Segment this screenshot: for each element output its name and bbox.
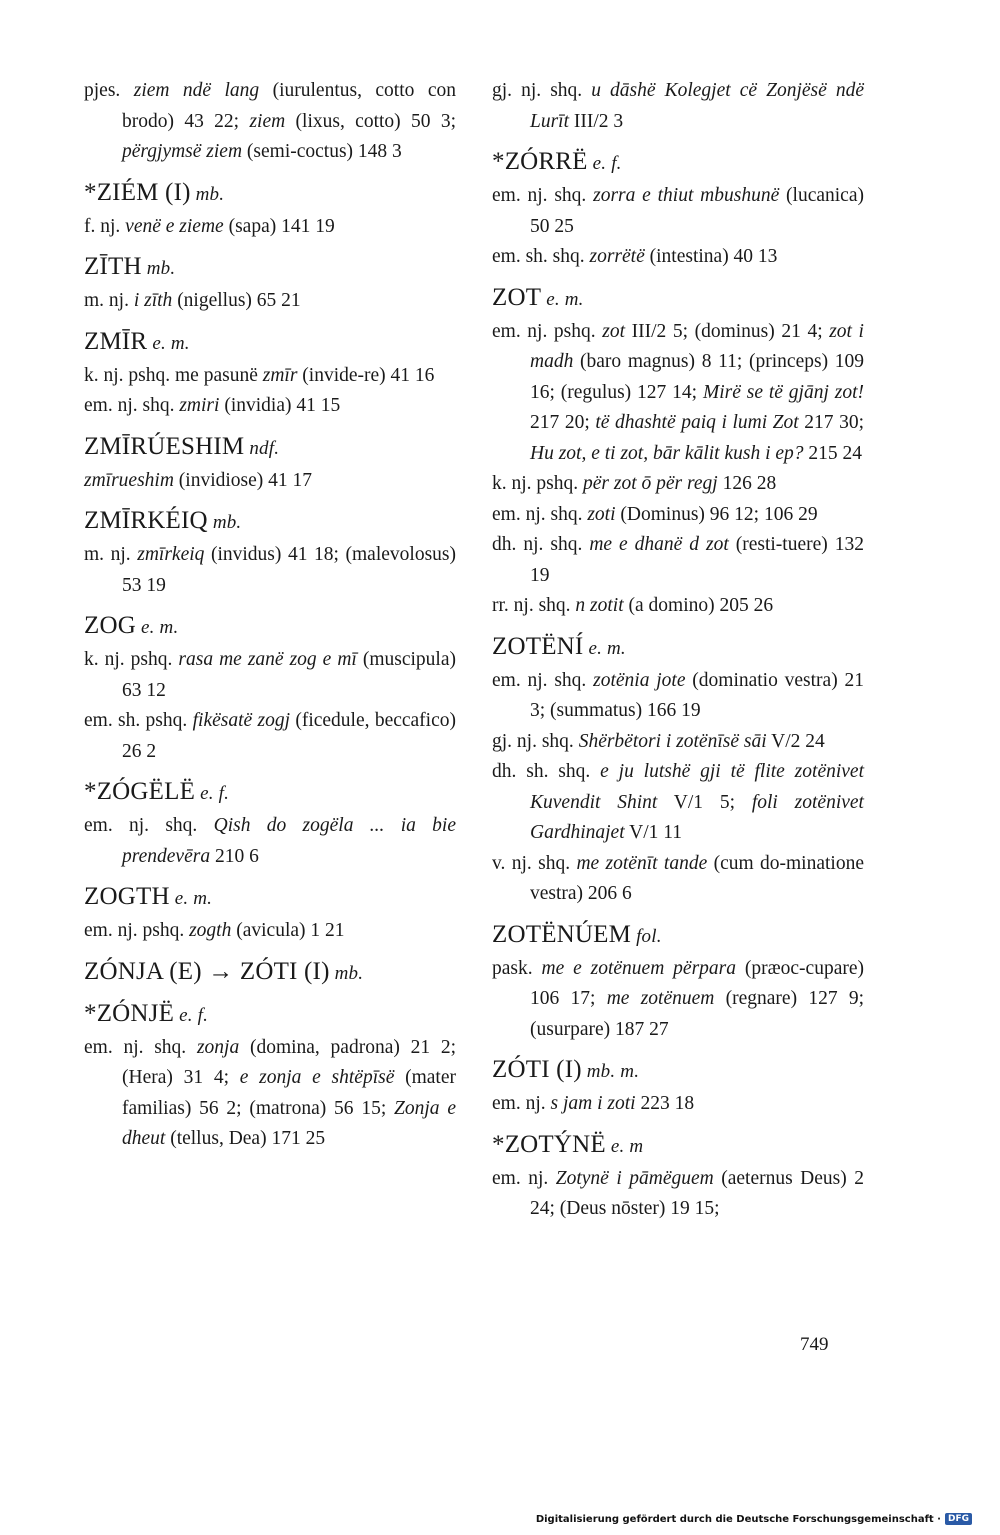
entry-sense bbox=[84, 76, 456, 168]
sense-text: (cum do-minatione vestra) 206 6 bbox=[530, 852, 864, 904]
example-text: me zotënīt tande bbox=[576, 852, 708, 874]
entry-sense bbox=[84, 540, 456, 601]
entry-sense bbox=[492, 1089, 864, 1120]
headword-text: *ZOTÝNË bbox=[492, 1130, 606, 1158]
headword-text: *ZÓGËLË bbox=[84, 778, 196, 805]
sense-text: v. nj. shq. bbox=[492, 852, 577, 874]
example-text: u dāshë Kolegjet cë Zonjësë ndë Lurīt bbox=[530, 80, 864, 132]
headword-text: ZÓNJA (E) → ZÓTI (I) bbox=[84, 957, 330, 985]
sense-text: 223 18 bbox=[635, 1093, 695, 1114]
sense-text: (invidiose) 41 17 bbox=[173, 469, 313, 491]
entry-headword bbox=[492, 147, 864, 179]
part-of-speech: e. m. bbox=[140, 617, 179, 638]
dictionary-entry bbox=[84, 76, 456, 168]
sense-text: V/2 24 bbox=[766, 730, 825, 752]
dictionary-entry bbox=[492, 1055, 864, 1120]
sense-text: (mater familias) 56 2; (matrona) 56 15; bbox=[122, 1067, 456, 1119]
sense-text: (Dominus) 96 12; 106 29 bbox=[615, 503, 818, 525]
sense-text: m. nj. bbox=[84, 544, 138, 565]
dictionary-entry bbox=[84, 432, 456, 497]
example-text: me e dhanë d zot bbox=[589, 534, 729, 555]
example-text: zmīrkeiq bbox=[137, 544, 205, 565]
dictionary-entry bbox=[84, 506, 456, 601]
part-of-speech: mb. bbox=[146, 258, 176, 279]
dictionary-entry bbox=[492, 1130, 864, 1225]
sense-text: em. nj. shq. bbox=[492, 185, 594, 206]
entry-headword bbox=[492, 632, 864, 664]
sense-text: (ficedule, beccafico) 26 2 bbox=[122, 710, 456, 762]
sense-text: 210 6 bbox=[210, 845, 259, 867]
entry-sense bbox=[492, 1164, 864, 1225]
sense-text: (lixus, cotto) 50 3; bbox=[285, 110, 456, 132]
entry-headword bbox=[84, 777, 456, 809]
sense-text: em. sh. pshq. bbox=[84, 710, 193, 731]
headword-text: ZMĪRKÉIQ bbox=[84, 507, 208, 534]
sense-text: em. nj. shq. bbox=[84, 815, 214, 836]
dictionary-entry bbox=[84, 777, 456, 872]
example-text: ziem ndë lang bbox=[133, 80, 260, 101]
sense-text: (domina, padrona) 21 2; (Hera) 31 4; bbox=[122, 1036, 456, 1088]
example-text: zoti bbox=[587, 503, 616, 525]
entry-sense bbox=[492, 666, 864, 727]
part-of-speech: mb. bbox=[212, 512, 242, 533]
sense-text: em. nj. shq. bbox=[84, 395, 180, 416]
example-text: zorrëtë bbox=[589, 246, 645, 267]
example-text: Hu zot, e ti zot, bār kālit kush i ep? bbox=[530, 442, 804, 464]
headword-text: ZOTËNÍ bbox=[492, 632, 584, 660]
example-text: e zonja e shtëpīsë bbox=[239, 1067, 395, 1088]
footer-credit bbox=[536, 1513, 972, 1525]
example-text: të dhashtë paiq i lumi Zot bbox=[595, 412, 799, 433]
entry-sense bbox=[492, 242, 864, 273]
sense-text: (invidus) 41 18; (malevolosus) 53 19 bbox=[122, 544, 456, 596]
example-text: zonja bbox=[196, 1036, 240, 1058]
example-text: zot i madh bbox=[530, 320, 864, 372]
sense-text: gj. nj. shq. bbox=[492, 730, 579, 752]
sense-text: em. nj. shq. bbox=[492, 669, 594, 691]
dictionary-entry bbox=[84, 327, 456, 422]
sense-text: em. nj. pshq. bbox=[84, 920, 190, 941]
entry-sense bbox=[492, 500, 864, 531]
headword-text: ZOT bbox=[492, 283, 542, 311]
sense-text: 217 20; bbox=[530, 412, 596, 433]
sense-text: dh. sh. shq. bbox=[492, 761, 601, 782]
sense-text: (lucanica) 50 25 bbox=[530, 185, 864, 237]
entry-sense bbox=[84, 811, 456, 872]
entry-sense bbox=[84, 706, 456, 767]
example-text: rasa me zanë zog e mī bbox=[178, 649, 357, 670]
entry-headword bbox=[84, 882, 456, 914]
entry-sense bbox=[492, 530, 864, 591]
entry-sense bbox=[84, 645, 456, 706]
part-of-speech: e. m. bbox=[152, 332, 190, 354]
example-text: Qish do zogëla ... ia bie prendevēra bbox=[122, 815, 456, 867]
sense-text: k. nj. pshq. me pasunë bbox=[84, 364, 263, 386]
dictionary-entry bbox=[84, 252, 456, 317]
sense-text: em. nj. bbox=[492, 1167, 556, 1189]
dfg-logo: DFG bbox=[945, 1513, 972, 1525]
entry-sense bbox=[492, 469, 864, 500]
entry-sense bbox=[492, 317, 864, 470]
example-text: zot bbox=[602, 320, 625, 342]
sense-text: rr. nj. shq. bbox=[492, 595, 576, 616]
part-of-speech: e. m. bbox=[546, 288, 584, 310]
example-text: venë e zieme bbox=[125, 215, 224, 237]
headword-text: *ZIÉM (I) bbox=[84, 178, 191, 206]
part-of-speech: e. m. bbox=[588, 637, 626, 659]
sense-text: em. nj. shq. bbox=[492, 503, 588, 525]
part-of-speech: mb. bbox=[195, 183, 225, 205]
example-text: zogth bbox=[189, 920, 232, 941]
entry-sense bbox=[84, 391, 456, 422]
entry-sense bbox=[492, 76, 864, 137]
part-of-speech: mb. bbox=[334, 962, 364, 984]
part-of-speech: ndf. bbox=[249, 437, 280, 459]
example-text: fikësatë zogj bbox=[192, 710, 290, 731]
headword-text: ZĪTH bbox=[84, 253, 142, 280]
example-text: përgjymsë ziem bbox=[122, 141, 243, 162]
sense-text: V/1 5; bbox=[657, 791, 752, 813]
sense-text: m. nj. bbox=[84, 290, 134, 311]
part-of-speech: e. f. bbox=[179, 1004, 209, 1026]
sense-text: (semi-coctus) 148 3 bbox=[242, 141, 402, 162]
sense-text: V/1 11 bbox=[624, 822, 683, 843]
dictionary-entry bbox=[492, 283, 864, 622]
dictionary-entry bbox=[84, 882, 456, 947]
entry-sense bbox=[84, 916, 456, 947]
headword-text: ZMĪRÚESHIM bbox=[84, 432, 245, 460]
headword-text: *ZÓRRË bbox=[492, 148, 588, 175]
sense-text: k. nj. pshq. bbox=[84, 649, 179, 670]
right-column bbox=[492, 76, 864, 1235]
example-text: zmīrueshim bbox=[84, 469, 174, 491]
part-of-speech: mb. m. bbox=[586, 1061, 640, 1082]
sense-text: 217 30; bbox=[798, 412, 865, 433]
example-text: zmīr bbox=[262, 364, 298, 386]
sense-text: III/2 5; (dominus) 21 4; bbox=[625, 320, 830, 342]
sense-text: (nigellus) 65 21 bbox=[172, 290, 301, 311]
sense-text: gj. nj. shq. bbox=[492, 80, 592, 101]
sense-text: 215 24 bbox=[803, 442, 863, 464]
sense-text: em. nj. shq. bbox=[84, 1036, 197, 1058]
footer-text: Digitalisierung gefördert durch die Deutsche Forschungsgemeinschaft · bbox=[535, 1513, 941, 1525]
sense-text: (resti-tuere) 132 19 bbox=[530, 534, 864, 586]
entry-sense bbox=[492, 181, 864, 242]
dictionary-entry bbox=[492, 632, 864, 910]
dictionary-entry bbox=[84, 178, 456, 243]
headword-text: ZOTËNÚEM bbox=[492, 920, 632, 948]
dictionary-entry bbox=[84, 999, 456, 1155]
dictionary-entry bbox=[84, 957, 456, 989]
example-text: Zotynë i pāmëguem bbox=[555, 1167, 714, 1189]
part-of-speech: fol. bbox=[636, 925, 662, 947]
example-text: zorra e thiut mbushunë bbox=[593, 185, 780, 206]
example-text: Shërbëtori i zotënīsë sāi bbox=[578, 730, 767, 752]
sense-text: (invidia) 41 15 bbox=[219, 395, 341, 416]
entry-headword bbox=[84, 252, 456, 284]
example-text: i zīth bbox=[133, 290, 173, 311]
entry-sense bbox=[492, 591, 864, 622]
sense-text: (aeternus Deus) 2 24; (Deus nōster) 19 15; bbox=[530, 1167, 864, 1219]
sense-text: em. nj. pshq. bbox=[492, 320, 603, 342]
example-text: ziem bbox=[249, 110, 286, 132]
part-of-speech: e. m. bbox=[174, 888, 213, 909]
entry-sense bbox=[492, 757, 864, 849]
entry-headword bbox=[84, 999, 456, 1031]
sense-text: (iurulentus, cotto con brodo) 43 22; bbox=[122, 80, 456, 132]
example-text: me e zotënuem përpara bbox=[541, 957, 737, 979]
example-text: n zotit bbox=[575, 595, 624, 616]
entry-sense bbox=[492, 849, 864, 910]
headword-text: ZMĪR bbox=[84, 327, 148, 355]
page-number: 749 bbox=[800, 1334, 829, 1355]
example-text: foli zotënivet Gardhinajet bbox=[530, 791, 864, 843]
sense-text: III/2 3 bbox=[569, 110, 624, 132]
sense-text: (avicula) 1 21 bbox=[231, 920, 345, 941]
sense-text: pjes. bbox=[84, 80, 134, 101]
sense-text: (dominatio vestra) 21 3; (summatus) 166 19 bbox=[530, 669, 864, 721]
dictionary-entry bbox=[84, 611, 456, 767]
entry-headword bbox=[492, 920, 864, 952]
sense-text: (intestina) 40 13 bbox=[644, 246, 778, 267]
part-of-speech: e. f. bbox=[592, 153, 622, 174]
sense-text: (regnare) 127 9; (usurpare) 187 27 bbox=[530, 988, 865, 1040]
sense-text: em. nj. bbox=[492, 1093, 551, 1114]
sense-text: (baro magnus) 8 11; (princeps) 109 16; (regulus) 127 14; bbox=[530, 351, 864, 403]
entry-headword bbox=[84, 957, 456, 989]
entry-headword bbox=[84, 432, 456, 464]
dictionary-entry bbox=[492, 147, 864, 273]
entry-headword bbox=[84, 611, 456, 643]
sense-text: em. sh. shq. bbox=[492, 246, 590, 267]
sense-text: (muscipula) 63 12 bbox=[122, 649, 456, 701]
sense-text: (invide-re) 41 16 bbox=[297, 364, 435, 386]
example-text: zmiri bbox=[179, 395, 220, 416]
entry-headword bbox=[492, 1130, 864, 1162]
entry-sense bbox=[492, 727, 864, 758]
sense-text: pask. bbox=[492, 957, 542, 979]
entry-headword bbox=[84, 327, 456, 359]
entry-sense bbox=[492, 954, 864, 1046]
sense-text: 126 28 bbox=[717, 473, 777, 494]
entry-sense bbox=[84, 466, 456, 497]
dictionary-entry bbox=[492, 920, 864, 1046]
entry-sense bbox=[84, 1033, 456, 1155]
left-column bbox=[84, 76, 456, 1165]
dictionary-entry bbox=[492, 76, 864, 137]
part-of-speech: e. m bbox=[610, 1135, 644, 1157]
example-text: për zot ō për regj bbox=[583, 473, 718, 494]
sense-text: (præoc-cupare) 106 17; bbox=[530, 957, 864, 1009]
sense-text: (tellus, Dea) 171 25 bbox=[165, 1128, 326, 1149]
example-text: Zonja e dheut bbox=[122, 1097, 456, 1149]
example-text: zotënia jote bbox=[593, 669, 686, 691]
example-text: me zotënuem bbox=[606, 988, 715, 1009]
sense-text: (a domino) 205 26 bbox=[623, 595, 774, 616]
entry-sense bbox=[84, 286, 456, 317]
entry-sense bbox=[84, 212, 456, 243]
example-text: s jam i zoti bbox=[550, 1093, 636, 1114]
part-of-speech: e. f. bbox=[200, 783, 230, 804]
example-text: Mirë se të gjānj zot! bbox=[702, 381, 865, 403]
headword-text: *ZÓNJË bbox=[84, 999, 175, 1027]
headword-text: ZOGTH bbox=[84, 883, 170, 910]
headword-text: ZOG bbox=[84, 612, 136, 639]
entry-sense bbox=[84, 361, 456, 392]
entry-headword bbox=[84, 178, 456, 210]
entry-headword bbox=[84, 506, 456, 538]
headword-text: ZÓTI (I) bbox=[492, 1056, 582, 1083]
sense-text: (sapa) 141 19 bbox=[223, 215, 335, 237]
entry-headword bbox=[492, 283, 864, 315]
sense-text: dh. nj. shq. bbox=[492, 534, 590, 555]
entry-headword bbox=[492, 1055, 864, 1087]
example-text: e ju lutshë gji të flite zotënivet Kuvendit Shint bbox=[530, 761, 864, 813]
sense-text: f. nj. bbox=[84, 215, 126, 237]
sense-text: k. nj. pshq. bbox=[492, 473, 584, 494]
